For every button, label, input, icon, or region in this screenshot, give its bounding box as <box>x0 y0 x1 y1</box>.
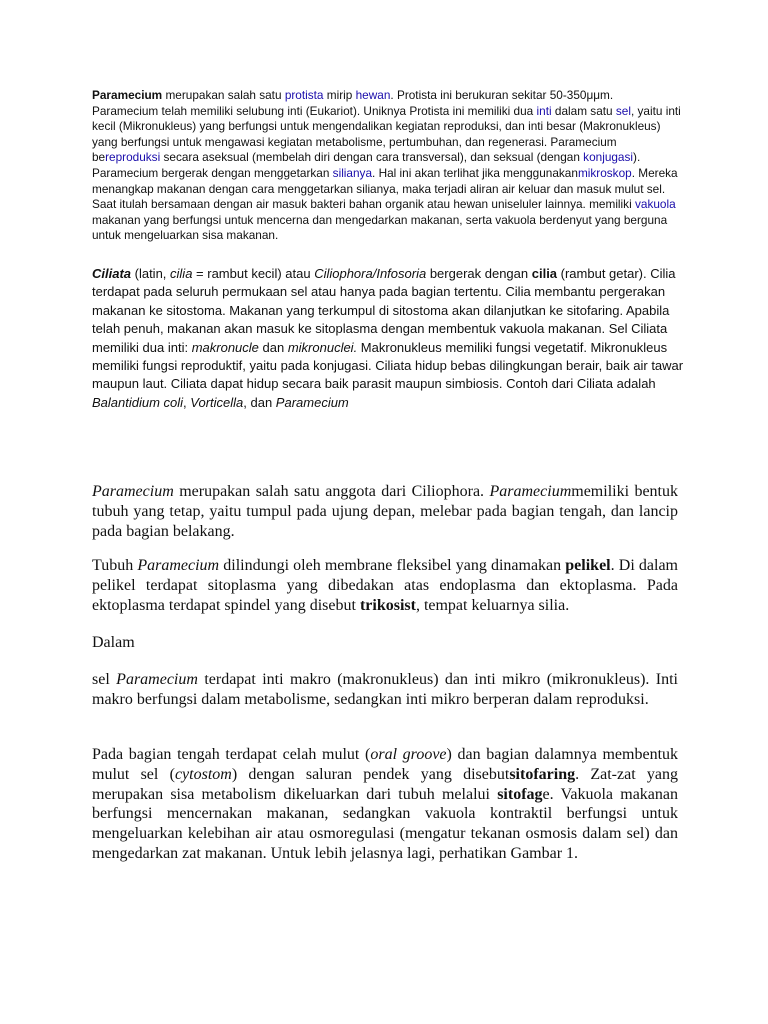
paragraph-paramecium-shape <box>92 482 678 541</box>
term-vorticella: Vorticella <box>190 394 244 410</box>
text-run: (rambut getar). Cilia terdapat pada seluruh permukaan sel atau hanya pada bagian tertentu. Cilia membantu pergerakan makanan ke sitostoma. Makanan yang terkumpul di sitostoma akan dilanjutkan ke sitofaring. Apabila telah penuh, makanan akan masuk ke sitoplasma dengan membentuk vakuola makanan. Sel Ciliata memiliki dua inti: <box>92 266 676 355</box>
paragraph-inti <box>92 670 678 710</box>
text-run: , yaitu inti kecil (Mikronukleus) yang berfungsi untuk mengendalikan kegiatan reproduksi, dan inti besar (Makronukleus) yang berfungsi untuk mengawasi kegiatan metabolisme, pertumbuhan, dan regenerasi. Paramecium be <box>92 103 681 165</box>
text-run: . Zat-zat yang merupakan sisa metabolism dikeluarkan dari tubuh melalui <box>92 765 678 803</box>
term-paramecium: Paramecium <box>116 671 198 688</box>
term-paramecium: Paramecium <box>92 88 163 102</box>
text-run: merupakan salah satu <box>162 88 285 102</box>
text-run: , tempat keluarnya silia. <box>415 596 570 614</box>
text-run: = rambut kecil) atau <box>192 266 315 281</box>
text-run: Pada bagian tengah terdapat celah mulut ( <box>92 746 371 763</box>
paragraph-celah-mulut <box>92 745 678 864</box>
paragraph-paramecium-intro <box>92 88 682 244</box>
link-silianya[interactable]: silianya <box>332 165 373 180</box>
text-run: Makronukleus memiliki fungsi vegetatif. Mikronukleus memiliki fungsi reproduktif, yaitu pada konjugasi. Ciliata hidup bebas dilingkungan berair, baik air tawar maupun laut. Ciliata dapat hidup secara baik parasit maupun simbiosis. Contoh dari Ciliata adalah <box>92 339 684 392</box>
text-run: makanan yang berfungsi untuk mencerna dan mengedarkan makanan, serta vakuola berdenyut yang berguna untuk mengeluarkan sisa makanan. <box>92 212 668 243</box>
text-run: terdapat inti makro (makronukleus) dan inti mikro (mikronukleus). Inti makro berfungsi dalam metabolisme, sedangkan inti mikro berperan dalam reproduksi. <box>92 671 679 708</box>
term-ciliata: Ciliata <box>92 266 132 281</box>
term-paramecium-example: Paramecium <box>275 394 349 410</box>
link-protista[interactable]: protista <box>284 88 324 102</box>
term-pelikel: pelikel <box>565 557 611 574</box>
text-run: memiliki bentuk tubuh yang tetap, yaitu tumpul pada ujung depan, melebar pada bagian tengah, dan lancip pada bagian belakang. <box>92 483 679 540</box>
text-run: dalam satu <box>551 103 616 118</box>
link-hewan[interactable]: hewan <box>355 88 391 102</box>
text-run: ). Paramecium bergerak dengan menggetarkan <box>92 150 641 180</box>
link-inti[interactable]: inti <box>536 103 552 118</box>
link-mikroskop[interactable]: mikroskop <box>577 165 632 180</box>
paragraph-pelikel <box>92 556 678 615</box>
term-balantidium-coli: Balantidium coli <box>92 394 184 410</box>
text-run: Tubuh <box>92 557 138 574</box>
term-sitofag: sitofag <box>497 785 543 803</box>
text-run: merupakan salah satu anggota dari Ciliophora. <box>173 483 490 500</box>
link-konjugasi[interactable]: konjugasi <box>583 150 634 165</box>
text-run: , dan <box>243 394 276 410</box>
term-trikosist: trikosist <box>359 596 416 614</box>
term-paramecium: Paramecium <box>137 557 220 574</box>
text-run: mirip <box>323 88 356 102</box>
text-run: . Mereka menangkap makanan dengan cara menggetarkan silianya, maka terjadi aliran air keluar dan masuk mulut sel. Saat itulah bersamaan dengan air masuk bakteri bahan organik atau hewan uniseluler lainnya. memiliki <box>92 165 678 212</box>
text-run: e. Vakuola makanan berfungsi mencernakan makanan, sedangkan vakuola kontraktil berfungsi untuk mengeluarkan kelebihan air atau osmoregulasi (mengatur tekanan osmosis dalam sel) dan mengedarkan zat makanan. Untuk lebih jelasnya lagi, perhatikan Gambar 1. <box>92 785 678 862</box>
term-paramecium: Paramecium <box>489 483 572 500</box>
term-mikronuclei: mikronuclei. <box>287 339 358 355</box>
text-run: . Di dalam pelikel terdapat sitoplasma yang dibedakan atas endoplasma dan ektoplasma. Pada ektoplasma terdapat spindel yang disebut <box>92 557 678 614</box>
term-sitofaring: sitofaring <box>509 765 576 783</box>
paragraph-dalam <box>92 633 678 653</box>
text-run: dan <box>258 339 288 355</box>
text-run: secara aseksual (membelah diri dengan cara transversal), dan seksual (dengan <box>160 150 584 165</box>
text-run: sel <box>92 671 117 688</box>
text-run: ) dengan saluran pendek yang disebut <box>231 765 510 783</box>
paragraph-ciliata <box>92 265 692 412</box>
term-cilia: cilia <box>170 266 193 281</box>
text-run: . Hal ini akan terlihat jika menggunakan <box>372 165 578 180</box>
text-run: . Protista ini berukuran sekitar 50-350μμm. Paramecium telah memiliki selubung inti (Eukariot). Uniknya Protista ini memiliki dua <box>92 88 614 118</box>
text-run: ) dan bagian dalamnya membentuk mulut sel ( <box>92 746 679 783</box>
text-run: dilindungi oleh membrane fleksibel yang dinamakan <box>219 557 566 574</box>
link-sel[interactable]: sel <box>615 103 631 118</box>
term-ciliophora: Ciliophora/Infosoria <box>314 266 427 281</box>
text-run: (latin, <box>131 266 171 281</box>
text-run: Dalam <box>92 634 135 651</box>
term-oral-groove: oral groove <box>370 746 447 763</box>
link-reproduksi[interactable]: reproduksi <box>105 150 161 165</box>
term-makronucle: makronucle <box>191 339 259 355</box>
text-run: bergerak dengan <box>426 266 532 281</box>
text-run: , <box>183 394 191 410</box>
term-cilia-bold: cilia <box>531 266 558 281</box>
link-vakuola[interactable]: vakuola <box>634 197 676 212</box>
term-cytostom: cytostom <box>174 765 232 783</box>
term-paramecium: Paramecium <box>92 483 174 500</box>
